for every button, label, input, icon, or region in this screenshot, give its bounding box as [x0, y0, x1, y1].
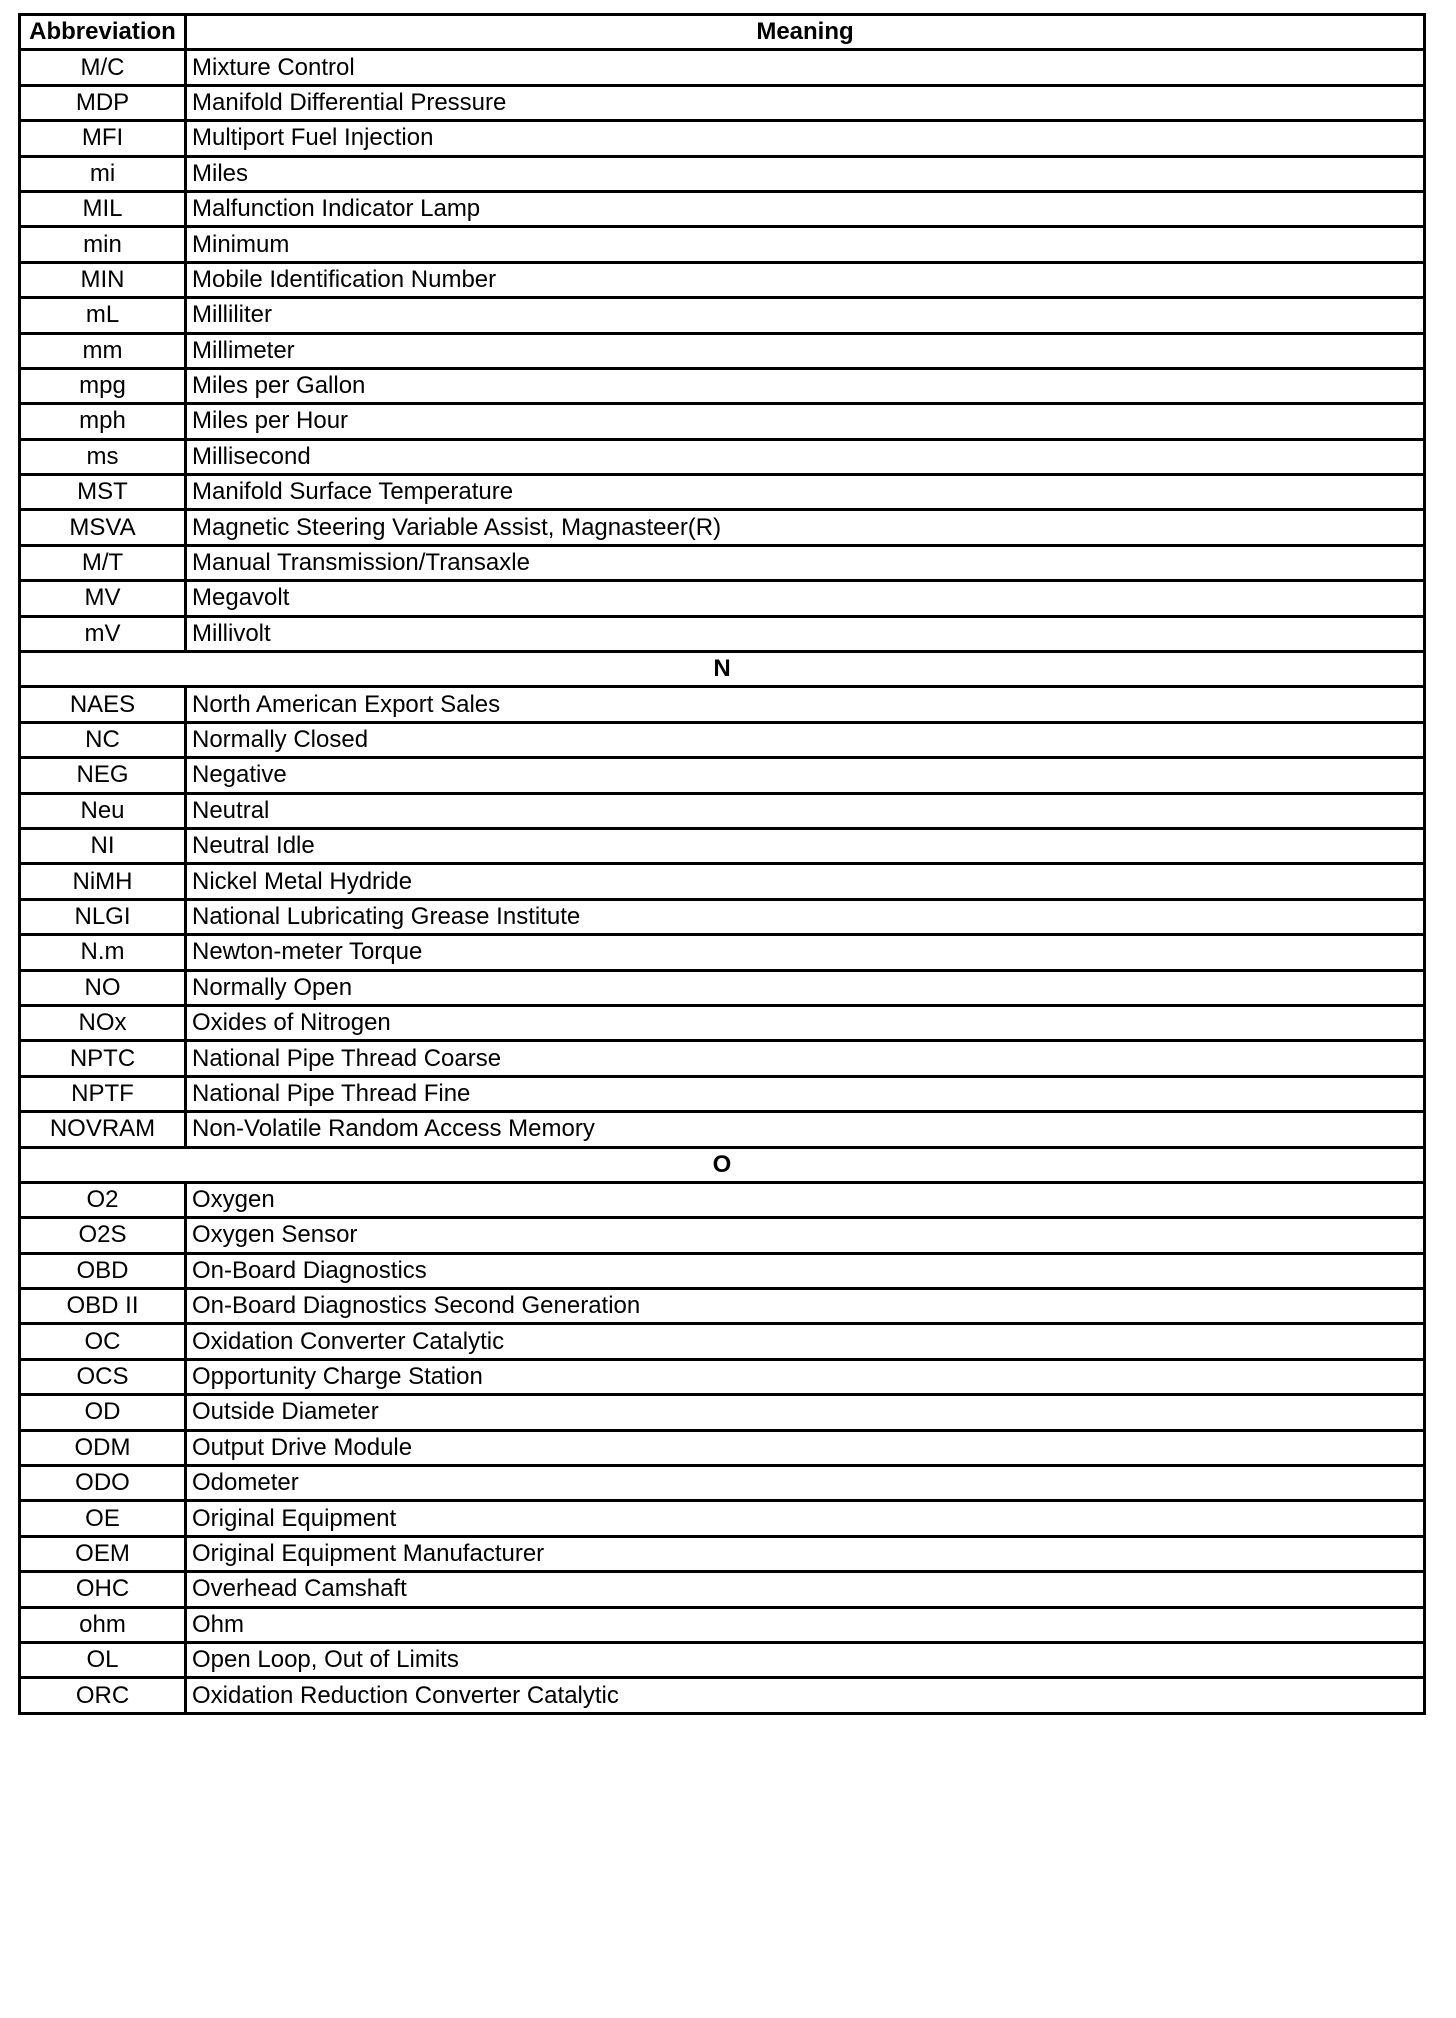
abbreviation-cell: NO [20, 970, 186, 1005]
meaning-cell: Miles per Gallon [186, 368, 1425, 403]
abbreviation-cell: OC [20, 1324, 186, 1359]
meaning-cell: Outside Diameter [186, 1395, 1425, 1430]
table-row [20, 85, 1425, 120]
meaning-cell: On-Board Diagnostics [186, 1253, 1425, 1288]
abbreviation-cell: min [20, 227, 186, 262]
meaning-cell: Millimeter [186, 333, 1425, 368]
table-row [20, 1466, 1425, 1501]
meaning-cell: Ohm [186, 1607, 1425, 1642]
table-row [20, 1678, 1425, 1713]
meaning-cell: Open Loop, Out of Limits [186, 1642, 1425, 1677]
meaning-cell: Overhead Camshaft [186, 1572, 1425, 1607]
abbreviation-cell: O2 [20, 1182, 186, 1217]
table-row [20, 298, 1425, 333]
table-row [20, 758, 1425, 793]
table-row [20, 1642, 1425, 1677]
table-row [20, 793, 1425, 828]
meaning-cell: National Pipe Thread Fine [186, 1076, 1425, 1111]
section-heading: N [20, 652, 1425, 687]
table-row [20, 1076, 1425, 1111]
table-row [20, 687, 1425, 722]
meaning-cell: National Pipe Thread Coarse [186, 1041, 1425, 1076]
section-row [20, 1147, 1425, 1182]
abbreviation-cell: ohm [20, 1607, 186, 1642]
table-row [20, 899, 1425, 934]
table-row [20, 262, 1425, 297]
meaning-cell: Neutral Idle [186, 828, 1425, 863]
table-row [20, 1218, 1425, 1253]
abbreviation-cell: mm [20, 333, 186, 368]
abbreviation-cell: NPTF [20, 1076, 186, 1111]
meaning-cell: Oxidation Converter Catalytic [186, 1324, 1425, 1359]
table-row [20, 1501, 1425, 1536]
abbreviation-cell: OEM [20, 1536, 186, 1571]
abbreviation-cell: N.m [20, 935, 186, 970]
meaning-cell: On-Board Diagnostics Second Generation [186, 1289, 1425, 1324]
abbreviation-cell: MSVA [20, 510, 186, 545]
table-row [20, 1607, 1425, 1642]
abbreviation-cell: mV [20, 616, 186, 651]
abbreviation-cell: NLGI [20, 899, 186, 934]
table-row [20, 722, 1425, 757]
meaning-cell: Newton-meter Torque [186, 935, 1425, 970]
meaning-cell: Magnetic Steering Variable Assist, Magnasteer(R) [186, 510, 1425, 545]
meaning-cell: Millivolt [186, 616, 1425, 651]
abbreviation-cell: NC [20, 722, 186, 757]
abbreviation-cell: O2S [20, 1218, 186, 1253]
meaning-cell: Multiport Fuel Injection [186, 121, 1425, 156]
table-row [20, 1182, 1425, 1217]
meaning-cell: Manual Transmission/Transaxle [186, 545, 1425, 580]
table-row [20, 1041, 1425, 1076]
table-row [20, 510, 1425, 545]
abbreviation-cell: M/T [20, 545, 186, 580]
abbreviation-table [18, 13, 1426, 1715]
table-row [20, 581, 1425, 616]
table-row [20, 191, 1425, 226]
abbreviation-cell: NEG [20, 758, 186, 793]
meaning-cell: Miles per Hour [186, 404, 1425, 439]
meaning-cell: Neutral [186, 793, 1425, 828]
meaning-cell: Manifold Differential Pressure [186, 85, 1425, 120]
meaning-cell: Output Drive Module [186, 1430, 1425, 1465]
meaning-cell: Original Equipment [186, 1501, 1425, 1536]
abbreviation-cell: OCS [20, 1359, 186, 1394]
table-row [20, 545, 1425, 580]
header-abbreviation: Abbreviation [20, 15, 186, 50]
abbreviation-cell: mpg [20, 368, 186, 403]
section-heading: O [20, 1147, 1425, 1182]
table-row [20, 828, 1425, 863]
meaning-cell: Miles [186, 156, 1425, 191]
meaning-cell: Minimum [186, 227, 1425, 262]
abbreviation-cell: OE [20, 1501, 186, 1536]
meaning-cell: Mobile Identification Number [186, 262, 1425, 297]
table-row [20, 50, 1425, 85]
meaning-cell: Original Equipment Manufacturer [186, 1536, 1425, 1571]
abbreviation-cell: Neu [20, 793, 186, 828]
abbreviation-cell: NiMH [20, 864, 186, 899]
table-row [20, 1324, 1425, 1359]
abbreviation-cell: OD [20, 1395, 186, 1430]
meaning-cell: Megavolt [186, 581, 1425, 616]
table-row [20, 935, 1425, 970]
abbreviation-cell: ODM [20, 1430, 186, 1465]
meaning-cell: Oxides of Nitrogen [186, 1005, 1425, 1040]
table-row [20, 1395, 1425, 1430]
meaning-cell: Normally Closed [186, 722, 1425, 757]
table-row [20, 970, 1425, 1005]
header-meaning: Meaning [186, 15, 1425, 50]
meaning-cell: Milliliter [186, 298, 1425, 333]
meaning-cell: Normally Open [186, 970, 1425, 1005]
abbreviation-cell: mi [20, 156, 186, 191]
meaning-cell: Non-Volatile Random Access Memory [186, 1112, 1425, 1147]
meaning-cell: Millisecond [186, 439, 1425, 474]
abbreviation-cell: MDP [20, 85, 186, 120]
abbreviation-cell: MIL [20, 191, 186, 226]
table-row [20, 1289, 1425, 1324]
table-row [20, 1005, 1425, 1040]
table-row [20, 1112, 1425, 1147]
abbreviation-cell: MV [20, 581, 186, 616]
table-row [20, 1359, 1425, 1394]
abbreviation-cell: NAES [20, 687, 186, 722]
meaning-cell: Oxidation Reduction Converter Catalytic [186, 1678, 1425, 1713]
abbreviation-cell: OBD [20, 1253, 186, 1288]
abbreviation-cell: NPTC [20, 1041, 186, 1076]
abbreviation-cell: mph [20, 404, 186, 439]
table-row [20, 121, 1425, 156]
table-row [20, 227, 1425, 262]
table-row [20, 475, 1425, 510]
table-row [20, 1536, 1425, 1571]
abbreviation-cell: MFI [20, 121, 186, 156]
meaning-cell: Opportunity Charge Station [186, 1359, 1425, 1394]
table-row [20, 616, 1425, 651]
table-row [20, 1253, 1425, 1288]
abbreviation-cell: ms [20, 439, 186, 474]
section-row [20, 652, 1425, 687]
meaning-cell: North American Export Sales [186, 687, 1425, 722]
abbreviation-cell: NOVRAM [20, 1112, 186, 1147]
abbreviation-cell: M/C [20, 50, 186, 85]
table-row [20, 156, 1425, 191]
abbreviation-cell: ORC [20, 1678, 186, 1713]
table-row [20, 1430, 1425, 1465]
table-row [20, 333, 1425, 368]
table-row [20, 864, 1425, 899]
table-row [20, 1572, 1425, 1607]
abbreviation-cell: ODO [20, 1466, 186, 1501]
meaning-cell: Oxygen [186, 1182, 1425, 1217]
meaning-cell: Nickel Metal Hydride [186, 864, 1425, 899]
meaning-cell: Negative [186, 758, 1425, 793]
meaning-cell: Malfunction Indicator Lamp [186, 191, 1425, 226]
abbreviation-cell: OL [20, 1642, 186, 1677]
abbreviation-cell: OBD II [20, 1289, 186, 1324]
table-body [20, 50, 1425, 1713]
abbreviation-cell: NI [20, 828, 186, 863]
table-row [20, 439, 1425, 474]
abbreviation-cell: MIN [20, 262, 186, 297]
abbreviation-cell: mL [20, 298, 186, 333]
table-row [20, 404, 1425, 439]
meaning-cell: Manifold Surface Temperature [186, 475, 1425, 510]
abbreviation-cell: OHC [20, 1572, 186, 1607]
meaning-cell: Odometer [186, 1466, 1425, 1501]
table-row [20, 368, 1425, 403]
table-header-row [20, 15, 1425, 50]
meaning-cell: Mixture Control [186, 50, 1425, 85]
abbreviation-cell: NOx [20, 1005, 186, 1040]
meaning-cell: National Lubricating Grease Institute [186, 899, 1425, 934]
meaning-cell: Oxygen Sensor [186, 1218, 1425, 1253]
abbreviation-cell: MST [20, 475, 186, 510]
